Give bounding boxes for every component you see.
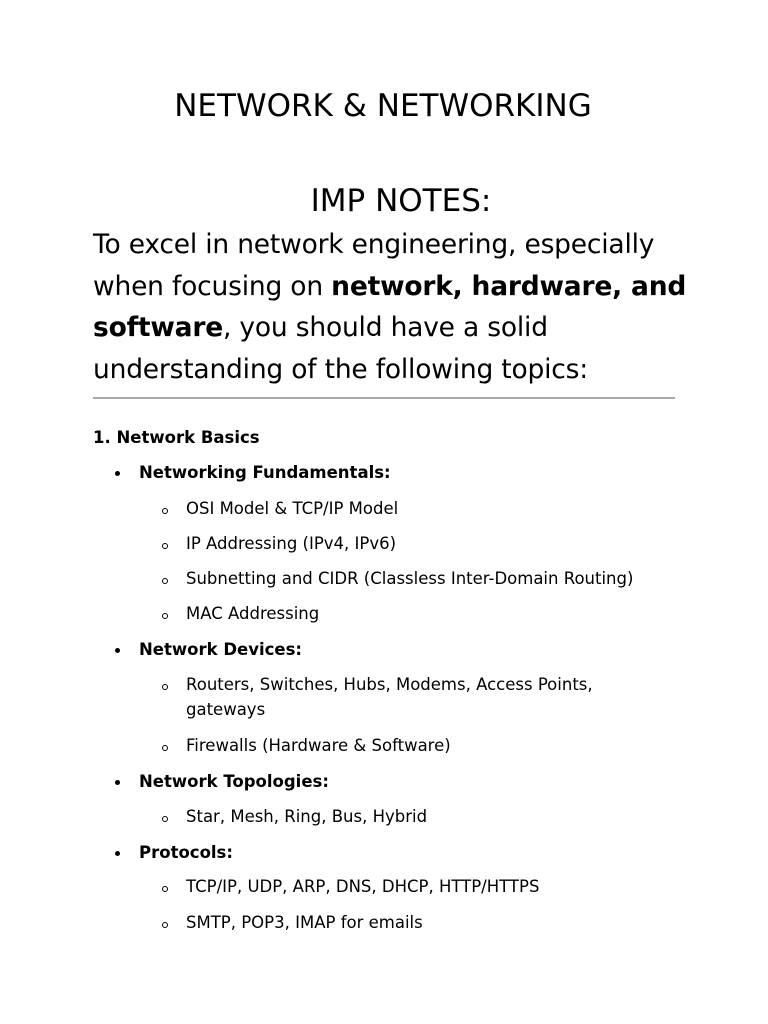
list-item: IP Addressing (IPv4, IPv6) [186, 534, 397, 553]
bullet-circle-icon [162, 543, 168, 549]
intro-paragraph [93, 224, 693, 390]
bullet-circle-icon [162, 886, 168, 892]
bullet-circle-icon [162, 922, 168, 928]
list-item: MAC Addressing [186, 604, 320, 623]
bullet-disc-icon [115, 648, 120, 653]
intro-text-bold: network, hardware, and software [93, 270, 687, 343]
bullet-disc-icon [115, 780, 120, 785]
list-item: Routers, Switches, Hubs, Modems, Access Points, gateways [186, 675, 593, 719]
list-item: SMTP, POP3, IMAP for emails [186, 913, 423, 932]
bullet-disc-icon [115, 471, 120, 476]
list-item: Firewalls (Hardware & Software) [186, 736, 451, 755]
group-heading: Networking Fundamentals: [139, 463, 391, 482]
bullet-disc-icon [115, 851, 120, 856]
bullet-circle-icon [162, 578, 168, 584]
group-heading: Protocols: [139, 843, 233, 862]
bullet-circle-icon [162, 816, 168, 822]
intro-text-start: To excel in network engineering, especially when focusing on [93, 229, 655, 302]
list-item: TCP/IP, UDP, ARP, DNS, DHCP, HTTP/HTTPS [186, 877, 540, 896]
list-item: OSI Model & TCP/IP Model [186, 499, 399, 518]
intro-text-end: , you should have a solid understanding of the following topics: [93, 312, 588, 385]
bullet-circle-icon [162, 508, 168, 514]
list-item: Star, Mesh, Ring, Bus, Hybrid [186, 807, 428, 826]
list-item: Subnetting and CIDR (Classless Inter-Domain Routing) [186, 569, 634, 588]
group-heading: Network Devices: [139, 640, 303, 659]
horizontal-divider [93, 397, 675, 399]
bullet-circle-icon [162, 684, 168, 690]
section-heading: 1. Network Basics [93, 428, 260, 447]
bullet-circle-icon [162, 745, 168, 751]
page-subtitle: IMP NOTES: [310, 183, 492, 219]
group-heading: Network Topologies: [139, 772, 329, 791]
bullet-circle-icon [162, 613, 168, 619]
page-title: NETWORK & NETWORKING [174, 88, 592, 124]
